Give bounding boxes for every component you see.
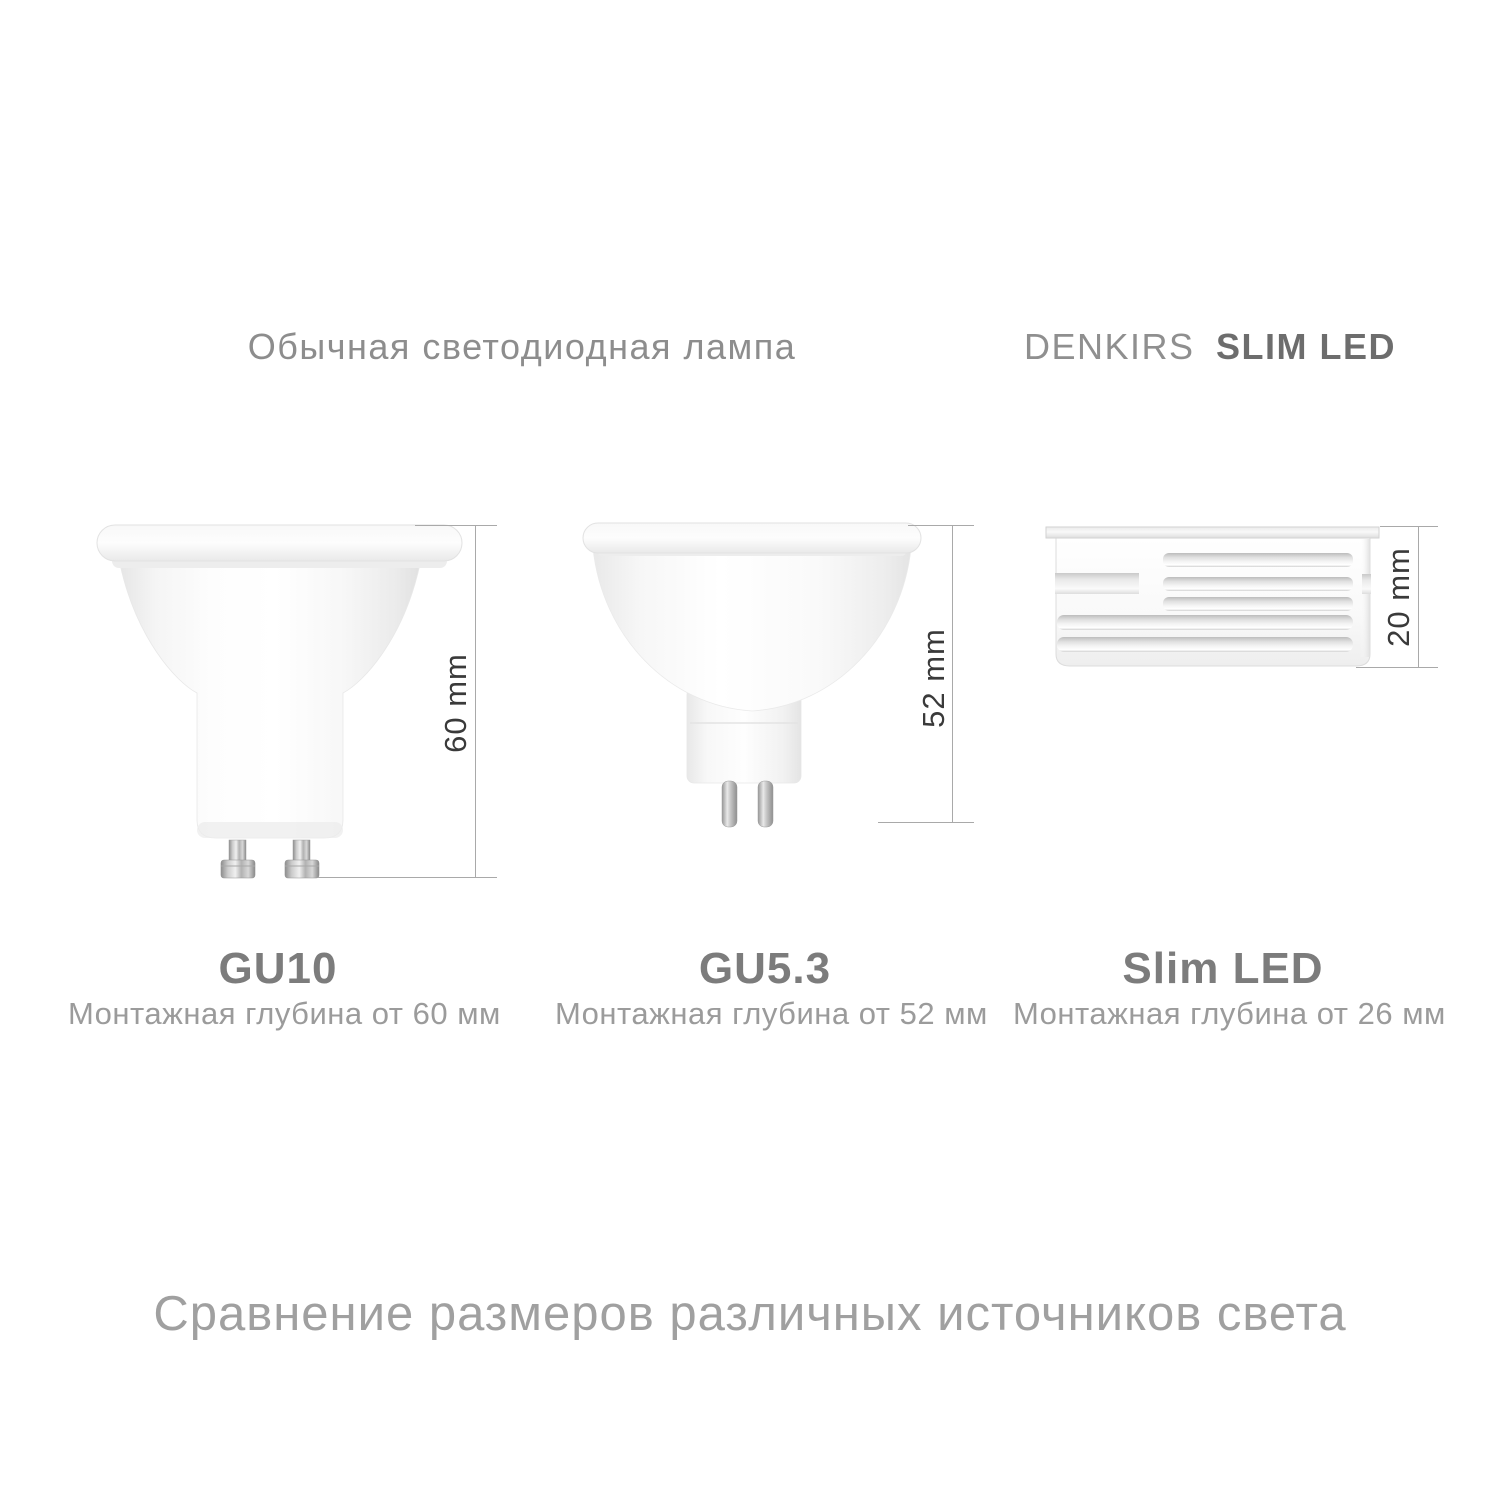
gu10-product-name: GU10 (218, 944, 338, 993)
slim-body-right-shade (1360, 539, 1370, 657)
gu10-rim (97, 525, 462, 561)
gu10-pin-right (285, 840, 319, 878)
gu53-dim-label: 52 mm (916, 628, 951, 728)
page-caption: Сравнение размеров различных источников света (153, 1287, 1347, 1341)
gu10-pin-left (221, 840, 255, 878)
gu53-rim (583, 523, 921, 553)
gu10-dim-tick-top (415, 525, 497, 526)
gu53-bulb-illustration (573, 518, 963, 833)
slim-flange (1046, 527, 1379, 538)
gu53-product-name: GU5.3 (698, 944, 832, 993)
slim-right-notch (1362, 574, 1371, 594)
gu53-dim-tick-bottom (878, 822, 974, 823)
gu10-dim-label: 60 mm (438, 653, 473, 753)
gu10-product-subtitle: Монтажная глубина от 60 мм (68, 996, 501, 1031)
slim-product-name: Slim LED (1122, 944, 1324, 993)
brand-name: DENKIRS (1023, 326, 1195, 367)
gu53-product-subtitle: Монтажная глубина от 52 мм (555, 996, 988, 1031)
gu10-dim-line (475, 525, 476, 878)
slim-product-subtitle: Монтажная глубина от 26 мм (1013, 996, 1446, 1031)
slim-dim-line (1418, 526, 1419, 668)
slim-dim-label: 20 mm (1381, 547, 1416, 647)
gu53-dim-tick-top (908, 525, 974, 526)
slim-dim-tick-bottom (1356, 667, 1438, 668)
gu10-dim-tick-bottom (318, 877, 497, 878)
slim-left-notch (1055, 573, 1139, 594)
right-column-title (1010, 326, 1410, 368)
left-column-title: Обычная светодиодная лампа (247, 326, 797, 367)
gu10-neck-bottom-shade (197, 822, 343, 838)
gu53-pin-left (722, 781, 737, 827)
gu10-bulb-illustration (88, 520, 478, 880)
gu10-body (120, 564, 420, 838)
gu53-pin-right (758, 781, 773, 827)
slim-led-module-illustration (1038, 518, 1388, 673)
brand-product-name: SLIM LED (1216, 326, 1397, 367)
gu53-dim-line (952, 525, 953, 823)
gu53-bowl (593, 548, 911, 711)
